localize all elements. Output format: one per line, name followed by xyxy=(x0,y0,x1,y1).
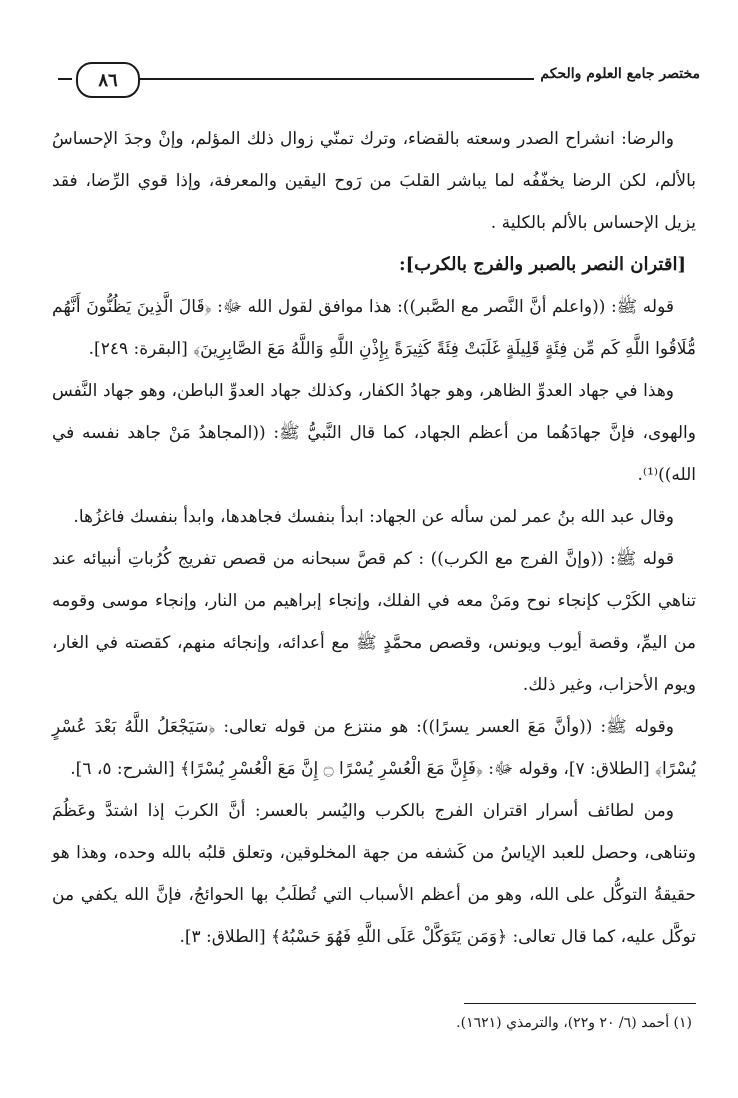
paragraph-rida: والرضا: انشراح الصدر وسعته بالقضاء، وترك تمنّي زوال ذلك المؤلم، وإنْ وجدَ الإحساسُ بالألم، لكن الرضا يخفّفُه لما يباشر القلبَ من رَوح اليقين والمعرفة، وإذا قوي الرِّضا، فقد يزيل الإحساس بالألم بالكلية . xyxy=(52,129,696,233)
paragraph-ibn-umar: وقال عبد الله بنُ عمر لمن سأله عن الجهاد: ابدأ بنفسك فجاهدها، وابدأ بنفسك فاغزُها. xyxy=(73,507,674,527)
paragraph-nasr: قوله ﷺ: ((واعلم أنَّ النَّصر مع الصَّبر)): هذا موافق لقول الله ﷻ: ﴿قَالَ الَّذِينَ يَظُنُّونَ أَنَّهُم مُّلَاقُوا اللَّهِ كَم مِّن فِئَةٍ قَلِيلَةٍ غَلَبَتْ فِئَةً كَثِيرَةً بِإِذْنِ اللَّهِ وَاللَّهُ مَعَ الصَّابِرِينَ﴾ [البقرة: ٢٤٩]. xyxy=(52,297,696,359)
paragraph-yusr: وقوله ﷺ: ((وأنَّ مَعَ العسر يسرًا)): هو منتزع من قوله تعالى: ﴿سَيَجْعَلُ اللَّهُ بَعْدَ عُسْرٍ يُسْرًا﴾ [الطلاق: ٧]، وقوله ﷻ: ﴿فَإِنَّ مَعَ الْعُسْرِ يُسْرًا ۝ إِنَّ مَعَ الْعُسْرِ يُسْرًا﴾ [الشرح: ٥، ٦]. xyxy=(52,717,696,779)
page-number: ٨٦ xyxy=(76,62,140,98)
page-header xyxy=(30,62,700,96)
footnote-rule xyxy=(464,1003,696,1004)
paragraph-faraj: قوله ﷺ: ((وإنَّ الفرج مع الكرب)) : كم قصَّ سبحانه من قصص تفريج كُرُباتِ أنبيائه عند تناهي الكَرْب كإنجاء نوح ومَنْ معه في الفلك، وإنجاء إبراهيم من النار، وإنجاء موسى وقومه من اليمِّ، وقصة أيوب ويونس، وقصص محمَّدٍ ﷺ مع أعدائه، وإنجائه منهم، كقصته في الغار، ويوم الأحزاب، وغير ذلك. xyxy=(52,549,697,695)
paragraph-jihad: وهذا في جهاد العدوِّ الظاهر، وهو جهادُ الكفار، وكذلك جهاد العدوِّ الباطن، وهو جهاد النَّفس والهوى، فإنَّ جهادَهُما من أعظم الجهاد، كما قال النَّبيُّ ﷺ: ((المجاهدُ مَنْ جاهد نفسه في الله))⁽¹⁾. xyxy=(52,381,696,485)
footnote: (١) أحمد (٦/ ٢٠ و٢٢)، والترمذي (١٦٢١). xyxy=(456,1015,692,1031)
paragraph-lataif: ومن لطائف أسرار اقتران الفرج بالكرب واليُسر بالعسر: أنَّ الكربَ إذا اشتدَّ وعَظُمَ وتناهى، وحصل للعبد الإياسُ من كَشفه من جهة المخلوقين، وتعلق قلبُه بالله وحده، وهذا هو حقيقةُ التوكُّل على الله، وهو من أعظم الأسباب التي تُطلَبُ بها الحوائجُ، فإنَّ الله يكفي من توكَّل عليه، كما قال تعالى: ﴿وَمَن يَتَوَكَّلْ عَلَى اللَّهِ فَهُوَ حَسْبُهُ﴾ [الطلاق: ٣]. xyxy=(52,801,696,947)
section-heading: [اقتران النصر بالصبر والفرج بالكرب]: xyxy=(399,254,686,275)
book-title: مختصر جامع العلوم والحكم xyxy=(540,66,700,82)
header-dash xyxy=(58,78,72,80)
header-rule xyxy=(140,78,534,80)
page-body xyxy=(52,118,696,958)
